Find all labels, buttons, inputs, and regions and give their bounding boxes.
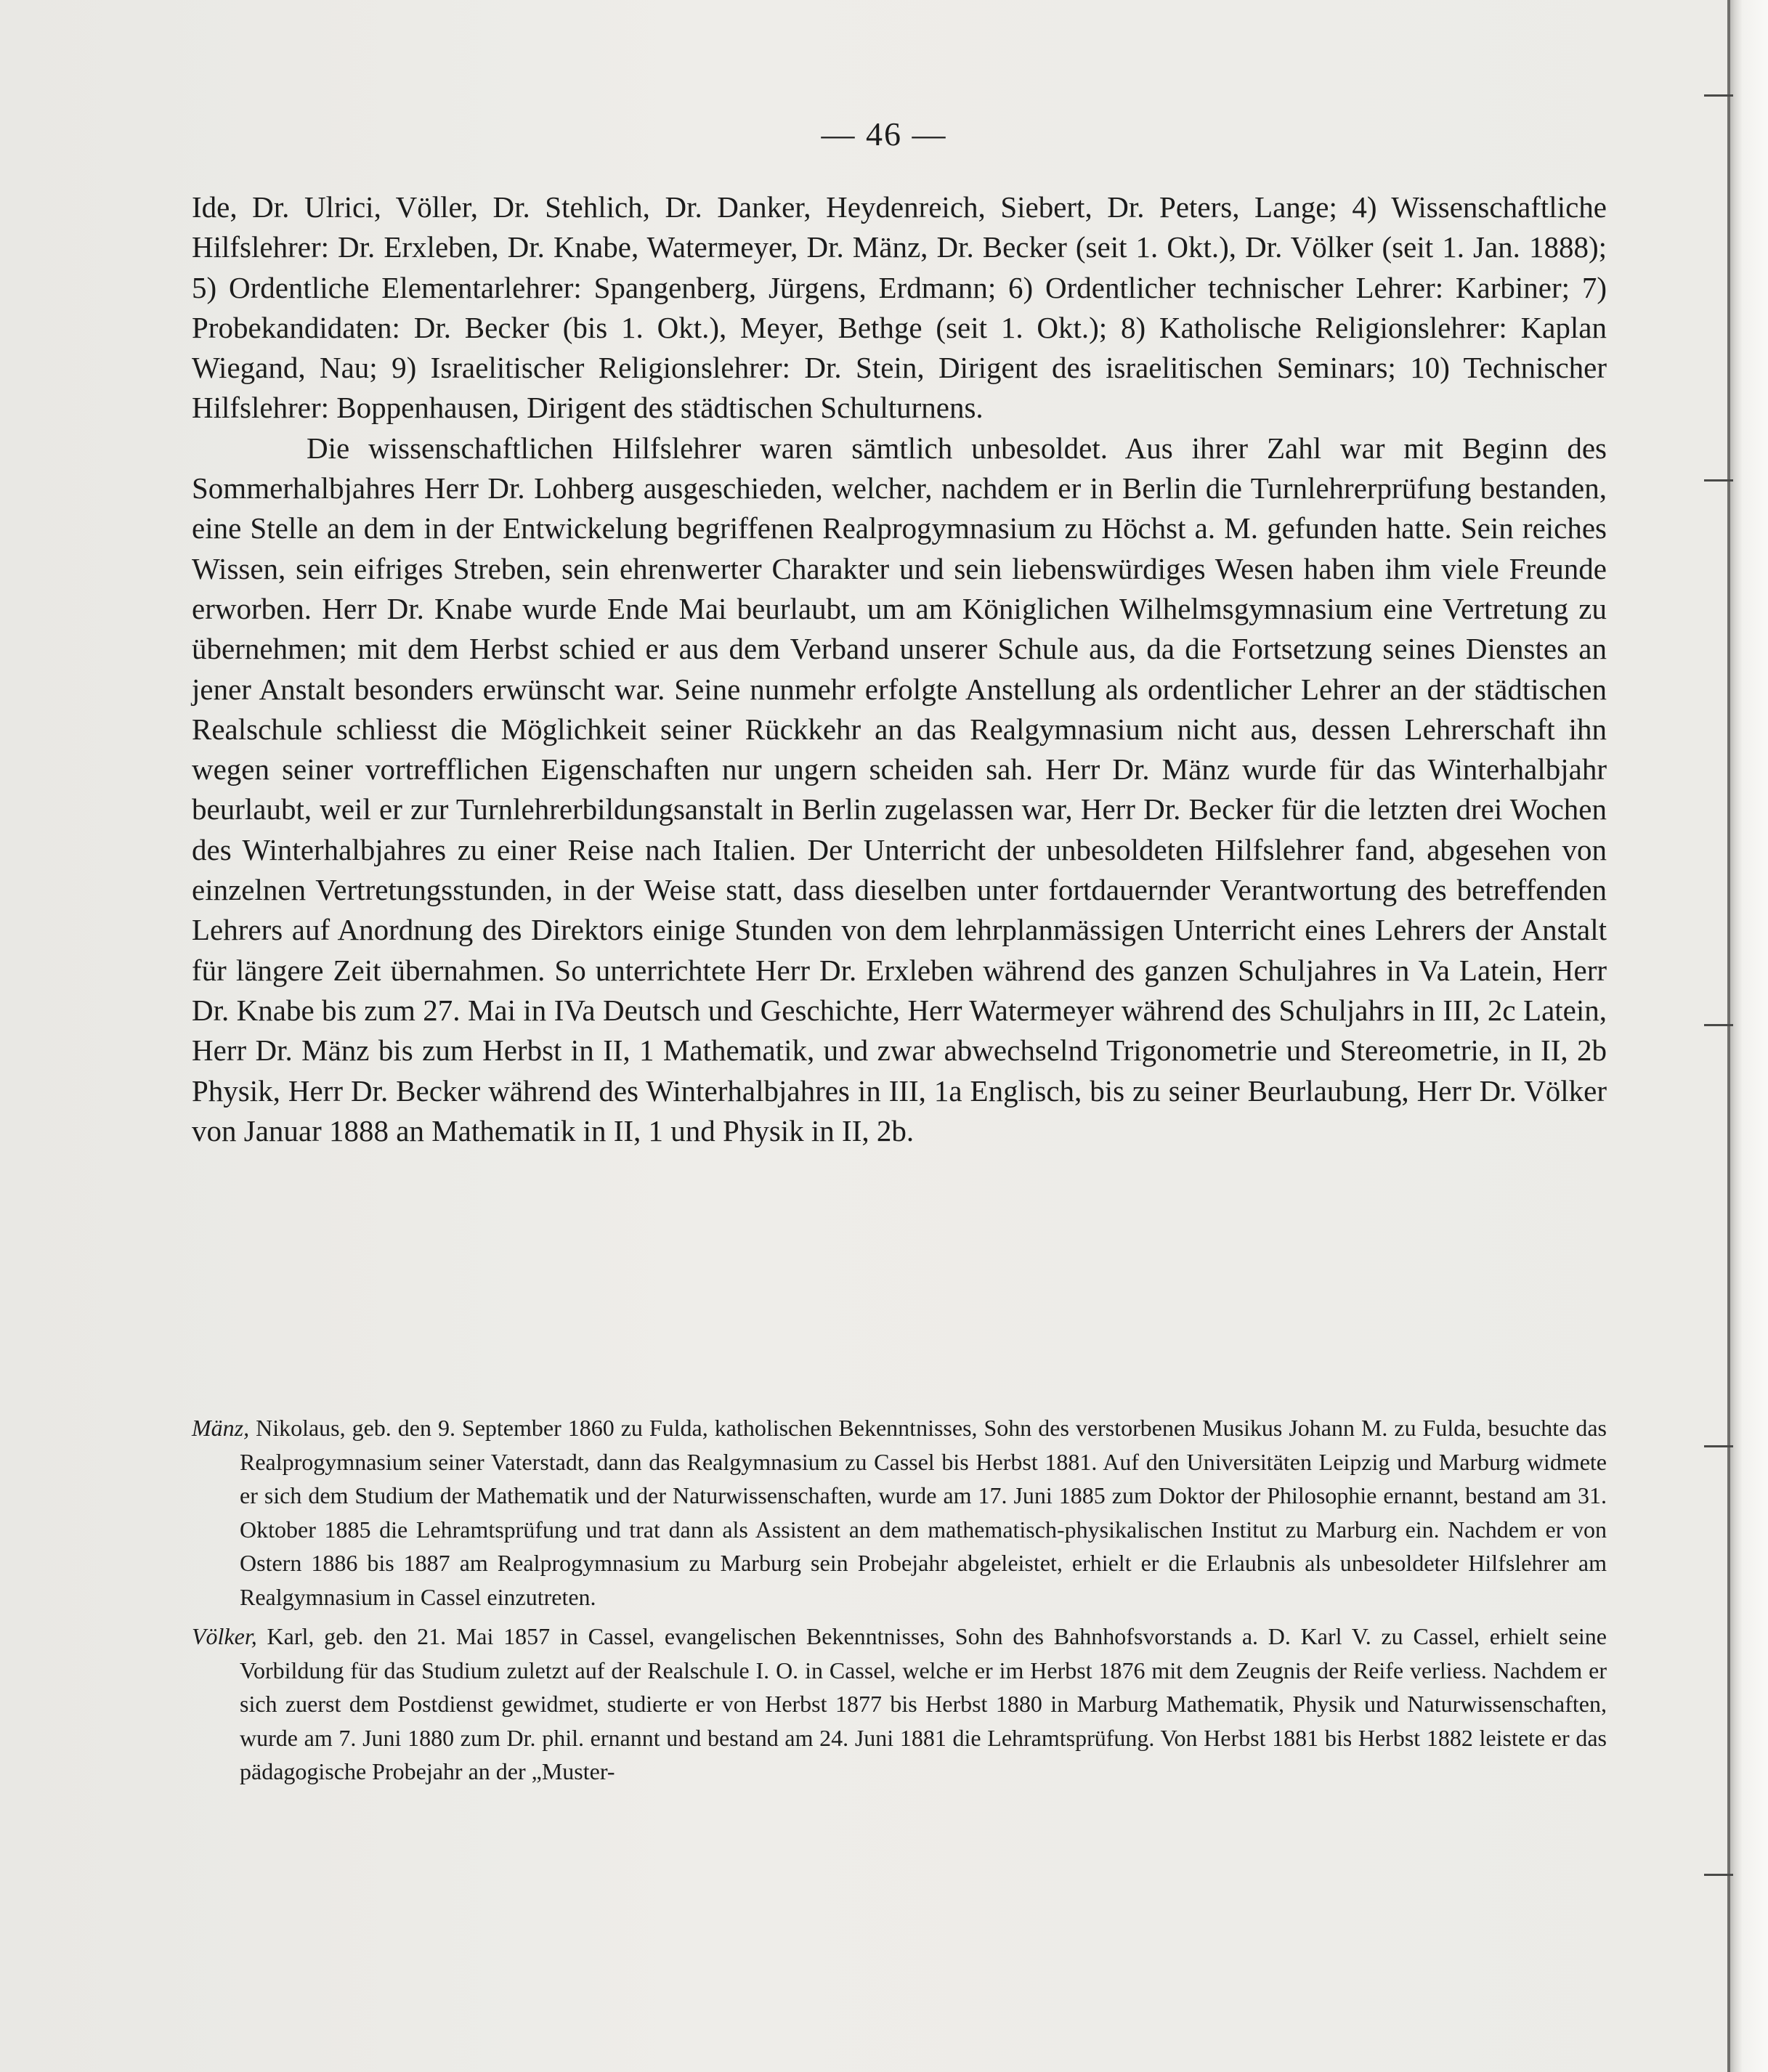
margin-mark [1704, 1024, 1733, 1026]
note-name: Völker, [192, 1623, 257, 1649]
margin-mark [1704, 1445, 1733, 1447]
note-voelker [192, 1620, 1607, 1789]
main-text [192, 187, 1607, 1151]
biographical-notes [192, 1411, 1607, 1795]
page-binding-edge [1727, 0, 1768, 2072]
page-number: — 46 — [821, 115, 947, 153]
note-name: Mänz, [192, 1415, 250, 1441]
margin-mark [1704, 1874, 1733, 1876]
note-maenz [192, 1411, 1607, 1614]
report-paragraph: Die wissenschaftlichen Hilfslehrer waren sämtlich unbesoldet. Aus ihrer Zahl war mit Beginn des Sommerhalbjahres Herr Dr. Lohberg ausgeschieden, welcher, nachdem er in Berlin die Turnlehrerprüfung bestanden, eine Stelle an dem in der Entwickelung begriffenen Realprogymnasium zu Höchst a. M. gefunden hatte. Sein reiches Wissen, sein eifriges Streben, sein ehrenwerter Charakter und sein liebenswürdiges Wesen haben ihm viele Freunde erworben. Herr Dr. Knabe wurde Ende Mai beurlaubt, um am Königlichen Wilhelmsgymnasium eine Vertretung zu übernehmen; mit dem Herbst schied er aus dem Verband unserer Schule aus, da die Fortsetzung seines Dienstes an jener Anstalt besonders erwünscht war. Seine nunmehr erfolgte Anstellung als ordentlicher Lehrer an der städtischen Realschule schliesst die Möglichkeit seiner Rückkehr an das Realgymnasium nicht aus, dessen Lehrerschaft ihn wegen seiner vortrefflichen Eigenschaften nur ungern scheiden sah. Herr Dr. Mänz wurde für das Winterhalbjahr beurlaubt, weil er zur Turnlehrerbildungsanstalt in Berlin zugelassen war, Herr Dr. Becker für die letzten drei Wochen des Winterhalbjahres zu einer Reise nach Italien. Der Unterricht der unbesoldeten Hilfslehrer fand, abgesehen von einzelnen Vertretungsstunden, in der Weise statt, dass dieselben unter fortdauernder Verantwortung des betreffenden Lehrers auf Anordnung des Direktors einige Stunden von dem lehrplanmässigen Unterricht eines Lehrers der Anstalt für längere Zeit übernahmen. So unterrichtete Herr Dr. Erxleben während des ganzen Schuljahres in Va Latein, Herr Dr. Knabe bis zum 27. Mai in IVa Deutsch und Geschichte, Herr Watermeyer während des Schuljahrs in III, 2c Latein, Herr Dr. Mänz bis zum Herbst in II, 1 Mathematik, und zwar abwechselnd Trigonometrie und Stereometrie, in II, 2b Physik, Herr Dr. Becker während des Winterhalbjahres in III, 1a Englisch, bis zu seiner Beurlaubung, Herr Dr. Völker von Januar 1888 an Mathematik in II, 1 und Physik in II, 2b. [192, 431, 1607, 1147]
note-text: Nikolaus, geb. den 9. September 1860 zu Fulda, katholischen Bekenntnisses, Sohn des verstorbenen Musikus Johann M. zu Fulda, besuchte das Realprogymnasium seiner Vaterstadt, dann das Realgymnasium zu Cassel bis Herbst 1881. Auf den Universitäten Leipzig und Marburg widmete er sich dem Studium der Mathematik und der Naturwissenschaften, wurde am 17. Juni 1885 zum Doktor der Philosophie ernannt, bestand am 31. Oktober 1885 die Lehramtsprüfung und trat dann als Assistent an dem mathematisch-physikalischen Institut zu Marburg ein. Nachdem er von Ostern 1886 bis 1887 am Realprogymnasium zu Marburg sein Probejahr abgeleistet, erhielt er die Erlaubnis als unbesoldeter Hilfslehrer am Realgymnasium in Cassel einzutreten. [240, 1415, 1607, 1610]
margin-mark [1704, 479, 1733, 482]
note-text: Karl, geb. den 21. Mai 1857 in Cassel, evangelischen Bekenntnisses, Sohn des Bahnhofsvorstands a. D. Karl V. zu Cassel, erhielt seine Vorbildung für das Studium zuletzt auf der Realschule I. O. in Cassel, welche er im Herbst 1876 mit dem Zeugnis der Reife verliess. Nachdem er sich zuerst dem Postdienst gewidmet, studierte er von Herbst 1877 bis Herbst 1880 in Marburg Mathematik, Physik und Naturwissenschaften, wurde am 7. Juni 1880 zum Dr. phil. ernannt und bestand am 24. Juni 1881 die Lehramtsprüfung. Von Herbst 1881 bis Herbst 1882 leistete er das pädagogische Probejahr an der „Muster- [240, 1623, 1607, 1784]
staff-paragraph: Ide, Dr. Ulrici, Völler, Dr. Stehlich, Dr. Danker, Heydenreich, Siebert, Dr. Peters, Lange; 4) Wissenschaftliche Hilfslehrer: Dr. Erxleben, Dr. Knabe, Watermeyer, Dr. Mänz, Dr. Becker (seit 1. Okt.), Dr. Völker (seit 1. Jan. 1888); 5) Ordentliche Elementarlehrer: Spangenberg, Jürgens, Erdmann; 6) Ordentlicher technischer Lehrer: Karbiner; 7) Probekandidaten: Dr. Becker (bis 1. Okt.), Meyer, Bethge (seit 1. Okt.); 8) Katholische Religionslehrer: Kaplan Wiegand, Nau; 9) Israelitischer Religionslehrer: Dr. Stein, Dirigent des israelitischen Seminars; 10) Technischer Hilfslehrer: Boppenhausen, Dirigent des städtischen Schulturnens. [192, 190, 1607, 425]
margin-mark [1704, 94, 1733, 97]
